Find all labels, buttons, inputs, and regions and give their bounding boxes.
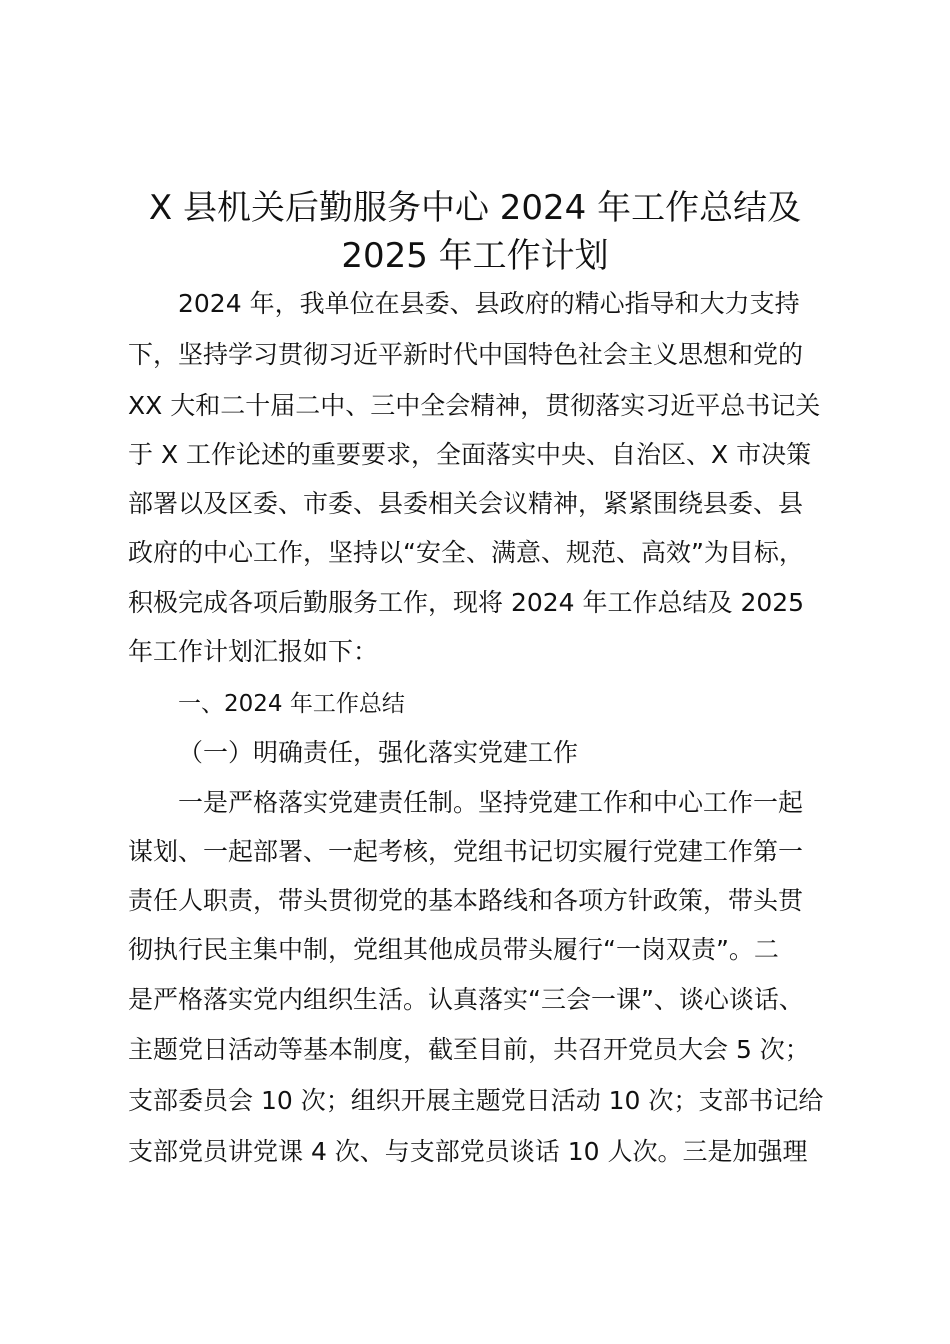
- paragraph-line: 谋划、一起部署、一起考核，党组书记切实履行党建工作第一: [128, 837, 804, 866]
- paragraph-line: 政府的中心工作，坚持以“安全、满意、规范、高效”为目标，: [128, 538, 804, 567]
- paragraph-line: 责任人职责，带头贯彻党的基本路线和各项方针政策，带头贯: [128, 886, 804, 915]
- paragraph-line: 彻执行民主集中制，党组其他成员带头履行“一岗双责”。二: [128, 935, 779, 964]
- paragraph-line: 于 X 工作论述的重要要求，全面落实中央、自治区、X 市决策: [128, 440, 812, 469]
- document-title-line-2: 2025 年工作计划: [341, 236, 609, 276]
- paragraph-line: 下，坚持学习贯彻习近平新时代中国特色社会主义思想和党的: [128, 340, 804, 369]
- document-title-line-1: X 县机关后勤服务中心 2024 年工作总结及: [148, 188, 802, 228]
- paragraph-line: 年工作计划汇报如下：: [128, 637, 379, 666]
- paragraph-line: 支部党员讲党课 4 次、与支部党员谈话 10 人次。三是加强理: [128, 1137, 808, 1166]
- paragraph-line: 支部委员会 10 次；组织开展主题党日活动 10 次；支部书记给: [128, 1086, 824, 1115]
- paragraph-line: XX 大和二十届二中、三中全会精神，贯彻落实习近平总书记关: [128, 391, 821, 420]
- paragraph-line: 主题党日活动等基本制度，截至目前，共召开党员大会 5 次；: [128, 1035, 810, 1064]
- paragraph-line: 部署以及区委、市委、县委相关会议精神，紧紧围绕县委、县: [128, 489, 804, 518]
- subsection-heading: （一）明确责任，强化落实党建工作: [178, 738, 579, 767]
- paragraph-line: 2024 年，我单位在县委、县政府的精心指导和大力支持: [178, 289, 800, 318]
- paragraph-line: 一是严格落实党建责任制。坚持党建工作和中心工作一起: [178, 788, 804, 817]
- section-heading: 一、2024 年工作总结: [178, 691, 405, 717]
- paragraph-line: 是严格落实党内组织生活。认真落实“三会一课”、谈心谈话、: [128, 985, 804, 1014]
- paragraph-line: 积极完成各项后勤服务工作，现将 2024 年工作总结及 2025: [128, 588, 805, 617]
